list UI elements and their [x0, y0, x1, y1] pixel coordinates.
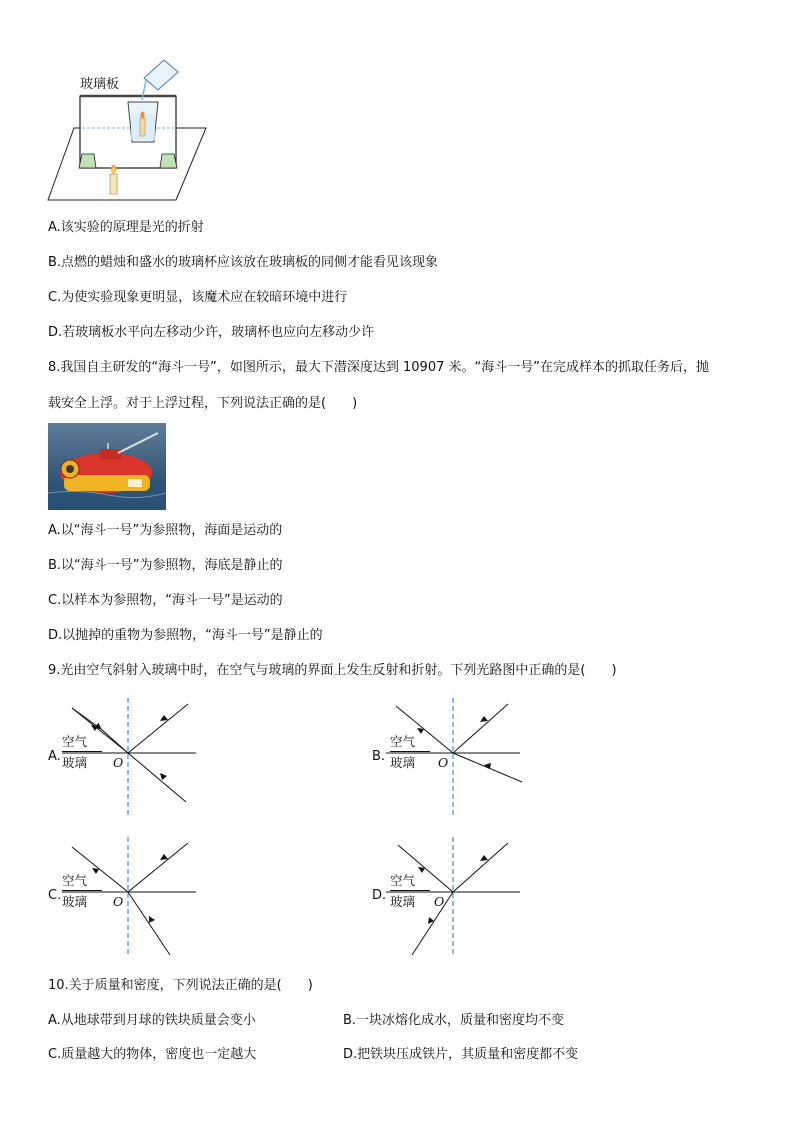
q9-a-air-label: 空气 [62, 734, 88, 749]
q9-c-glass-label: 玻璃 [62, 894, 88, 909]
q9-option-c-letter: C. [48, 888, 62, 903]
q9-a-origin-label: O [113, 755, 124, 770]
q9-b-label-divider [390, 751, 430, 752]
q9-d-glass-label: 玻璃 [390, 894, 416, 909]
q9-b-air-label: 空气 [390, 734, 416, 749]
q7-option-a: A.该实验的原理是光的折射 [48, 220, 204, 235]
q9-c-origin-label: O [113, 894, 124, 909]
q9-option-a-letter: A. [48, 749, 61, 764]
q9-a-label-divider [62, 751, 102, 752]
q9-c-air-label: 空气 [62, 873, 88, 888]
q9-option-d-letter: D. [372, 888, 387, 903]
q9-diagram-b [370, 696, 530, 821]
q10-stem: 10.关于质量和密度，下列说法正确的是( ) [48, 978, 313, 993]
q9-diagram-a [46, 696, 206, 821]
q9-d-origin-label: O [434, 894, 445, 909]
q10-option-b: B.一块冰熔化成水，质量和密度均不变 [343, 1013, 565, 1028]
q7-option-d: D.若玻璃板水平向左移动少许，玻璃杯也应向左移动少许 [48, 325, 375, 340]
q8-option-c: C.以样本为参照物，“海斗一号”是运动的 [48, 593, 283, 608]
q8-option-d: D.以抛掉的重物为参照物，“海斗一号”是静止的 [48, 628, 323, 643]
q8-option-b: B.以“海斗一号”为参照物，海底是静止的 [48, 558, 283, 573]
q7-option-c: C.为使实验现象更明显，该魔术应在较暗环境中进行 [48, 290, 348, 305]
q9-diagram-c [46, 835, 206, 960]
q8-stem-line-1: 8.我国自主研发的“海斗一号”，如图所示，最大下潜深度达到 10907 米。“海斗一号”在完成样本的抓取任务后，抛 [48, 360, 709, 375]
submarine-illustration [48, 423, 166, 510]
q9-option-b-letter: B. [372, 749, 386, 764]
q9-c-label-divider [62, 890, 102, 891]
q9-d-air-label: 空气 [390, 873, 416, 888]
q9-a-glass-label: 玻璃 [62, 755, 88, 770]
glass-plate-figure [46, 58, 216, 203]
q10-option-d: D.把铁块压成铁片，其质量和密度都不变 [343, 1047, 579, 1062]
q9-d-label-divider [390, 890, 430, 891]
q9-b-glass-label: 玻璃 [390, 755, 416, 770]
q10-option-c: C.质量越大的物体，密度也一定越大 [48, 1047, 257, 1062]
q8-option-a: A.以“海斗一号”为参照物，海面是运动的 [48, 523, 283, 538]
q8-stem-line-2: 载安全上浮。对于上浮过程，下列说法正确的是( ) [48, 396, 358, 411]
q10-option-a: A.从地球带到月球的铁块质量会变小 [48, 1013, 256, 1028]
glass-plate-illustration [46, 58, 216, 203]
q9-stem: 9.光由空气斜射入玻璃中时，在空气与玻璃的界面上发生反射和折射。下列光路图中正确的是( ) [48, 663, 617, 678]
q7-option-b: B.点燃的蜡烛和盛水的玻璃杯应该放在玻璃板的同侧才能看见该现象 [48, 255, 439, 270]
q9-b-origin-label: O [438, 755, 449, 770]
glass-plate-label: 玻璃板 [80, 77, 120, 92]
submarine-photo [48, 423, 166, 510]
q9-diagram-d [370, 835, 530, 960]
